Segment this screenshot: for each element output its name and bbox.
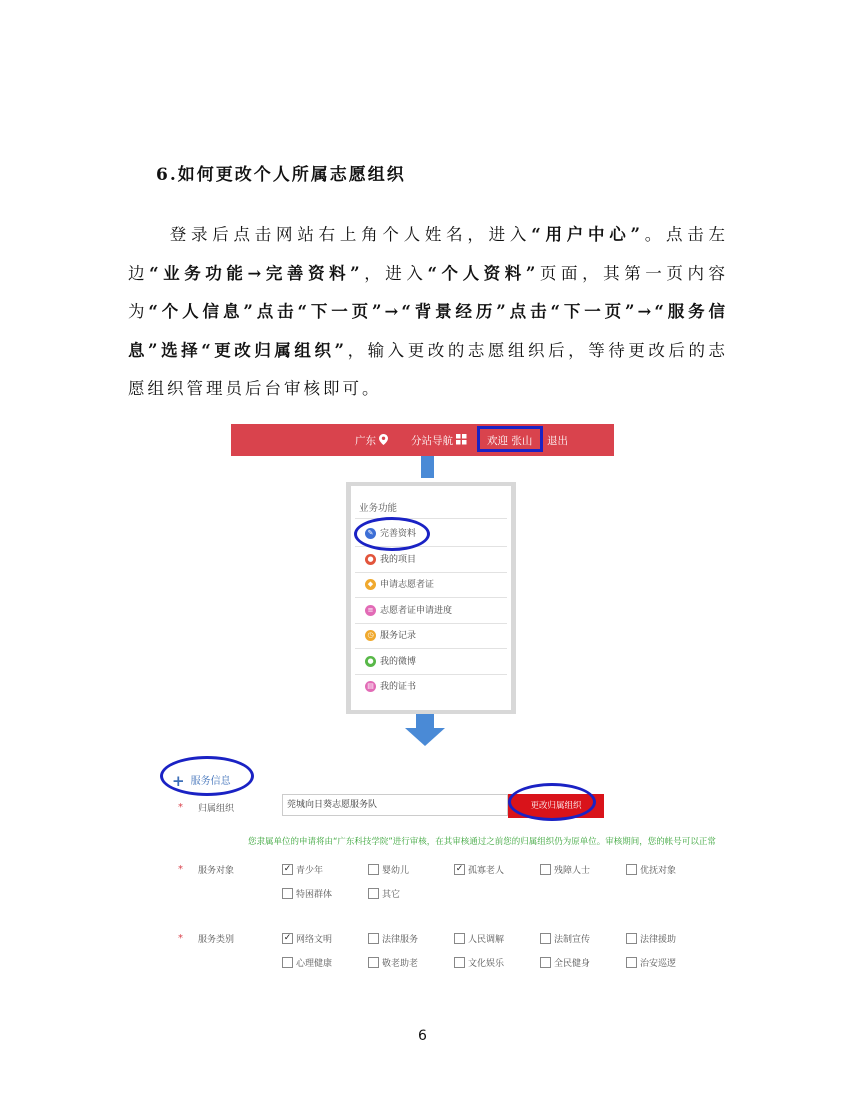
menu-item[interactable] <box>365 654 416 670</box>
checkbox-label: 其它 <box>382 890 401 900</box>
shield-icon: ◆ <box>365 579 376 590</box>
checkbox-option[interactable] <box>626 932 676 945</box>
arrow-down-icon <box>416 714 434 728</box>
para-text: ，进入 <box>362 263 428 283</box>
page-number: 6 <box>418 1028 427 1044</box>
checkbox-empty-icon[interactable] <box>540 933 551 944</box>
divider <box>355 674 507 675</box>
checkbox-option[interactable] <box>454 863 504 876</box>
org-label: 归属组织 <box>198 804 235 814</box>
checkbox-option[interactable] <box>368 932 418 945</box>
checkbox-checked-icon[interactable]: ✓ <box>455 864 464 874</box>
checkbox-empty-icon[interactable] <box>454 933 465 944</box>
checkbox-label: 残障人士 <box>554 866 591 876</box>
checkbox-label: 网络文明 <box>296 935 333 945</box>
checkbox-option[interactable] <box>454 956 504 969</box>
arrow-down-icon <box>421 456 434 478</box>
checkbox-label: 治安巡逻 <box>640 959 677 969</box>
change-org-button[interactable]: 更改归属组织 <box>508 794 604 818</box>
checkbox-empty-icon[interactable] <box>454 957 465 968</box>
checkbox-option[interactable] <box>282 956 332 969</box>
divider <box>355 623 507 624</box>
required-mark: * <box>178 802 183 813</box>
menu-item[interactable] <box>365 679 416 695</box>
para-text: 。点击左边 <box>128 225 729 283</box>
para-text: 登录后点击网站右上角个人姓名，进入 <box>168 225 532 244</box>
checkbox-option[interactable] <box>282 887 332 900</box>
highlight-oval <box>354 517 430 551</box>
menu-item[interactable] <box>365 603 452 619</box>
checkbox-option[interactable] <box>454 932 504 945</box>
checkbox-label: 青少年 <box>296 866 324 876</box>
checkbox-checked-icon[interactable]: ✓ <box>283 933 292 943</box>
checkbox-option[interactable] <box>282 932 332 945</box>
checkbox-empty-icon[interactable] <box>626 957 637 968</box>
checkbox-option[interactable] <box>540 932 590 945</box>
location-pin-icon <box>379 434 388 445</box>
menu-item-label: 服务记录 <box>380 631 417 641</box>
checkbox-label: 文化娱乐 <box>468 959 505 969</box>
highlight-oval <box>508 783 596 821</box>
business-menu-panel <box>346 482 516 714</box>
menu-item[interactable] <box>365 577 434 593</box>
para-text: 页面，其第一页内容为 <box>128 263 729 321</box>
checkbox-label: 人民调解 <box>468 935 505 945</box>
para-bold: “个人资料” <box>427 263 539 283</box>
clock-icon: ◷ <box>365 630 376 641</box>
list-icon: ≡ <box>365 605 376 616</box>
service-info-form <box>150 760 740 990</box>
menu-item-label: 申请志愿者证 <box>380 580 435 590</box>
logout-link[interactable]: 退出 <box>547 435 568 447</box>
checkbox-option[interactable] <box>626 956 676 969</box>
region-label: 广东 <box>355 435 376 447</box>
site-top-bar <box>231 424 614 456</box>
checkbox-empty-icon[interactable] <box>282 957 293 968</box>
certificate-icon: ▤ <box>365 681 376 692</box>
highlight-oval <box>160 756 254 796</box>
checkbox-label: 全民健身 <box>554 959 591 969</box>
divider <box>355 572 507 573</box>
checkbox-empty-icon[interactable] <box>368 864 379 875</box>
section-title-label: 服务信息 <box>190 776 231 787</box>
checkbox-empty-icon[interactable] <box>540 864 551 875</box>
service-type-label: 服务类别 <box>198 935 235 945</box>
chat-icon: ● <box>365 656 376 667</box>
checkbox-option[interactable] <box>368 956 418 969</box>
checkbox-empty-icon[interactable] <box>626 933 637 944</box>
checkbox-option[interactable] <box>626 863 676 876</box>
notice-text: 您隶属单位的申请将由“广东科技学院”进行审核，在其审核通过之前您的归属组织仍为原单位。审核期间，您的帐号可以正常 <box>248 837 716 847</box>
checkbox-empty-icon[interactable] <box>626 864 637 875</box>
menu-item-label: 志愿者证申请进度 <box>380 605 453 616</box>
checkbox-empty-icon[interactable] <box>368 933 379 944</box>
checkbox-label: 法律援助 <box>640 935 677 945</box>
pencil-icon: ✎ <box>365 528 376 539</box>
para-bold: “个人信息”点击“下一页”→“背景经历”点击“下一页”→“服务信息”选择“更改归属组织” <box>128 302 728 360</box>
highlight-box <box>477 426 543 452</box>
checkbox-label: 婴幼儿 <box>382 866 410 876</box>
menu-item[interactable] <box>365 552 416 568</box>
required-mark: * <box>178 933 183 944</box>
checkbox-option[interactable] <box>540 863 590 876</box>
checkbox-checked-icon[interactable]: ✓ <box>283 864 292 874</box>
menu-title: 业务功能 <box>359 503 398 514</box>
checkbox-option[interactable] <box>540 956 590 969</box>
checkbox-label: 敬老助老 <box>382 959 419 969</box>
menu-item-label: 我的微博 <box>380 656 417 667</box>
checkbox-empty-icon[interactable] <box>540 957 551 968</box>
checkbox-option[interactable] <box>282 863 323 876</box>
para-bold: “业务功能→完善资料” <box>149 263 363 283</box>
para-text: ，输入更改的志愿组织后，等待更改后的志愿组织管理员后台审核即可。 <box>128 340 728 398</box>
substation-nav-label: 分站导航 <box>411 435 453 447</box>
section-heading: 6.如何更改个人所属志愿组织 <box>156 165 406 185</box>
grid-icon <box>456 434 467 445</box>
instruction-paragraph <box>128 216 728 409</box>
checkbox-empty-icon[interactable] <box>368 888 379 899</box>
checkbox-label: 优抚对象 <box>640 866 677 876</box>
para-bold: “用户中心” <box>531 225 643 244</box>
arrow-head-icon <box>405 728 445 746</box>
checkbox-label: 心理健康 <box>296 959 333 969</box>
substation-nav-link[interactable] <box>411 433 467 448</box>
region-selector[interactable] <box>355 433 388 448</box>
required-mark: * <box>178 864 183 875</box>
user-icon: ● <box>365 554 376 565</box>
checkbox-label: 法律服务 <box>382 935 419 945</box>
checkbox-option[interactable] <box>368 887 400 900</box>
menu-item-label: 我的证书 <box>380 682 417 692</box>
welcome-user-link[interactable]: 欢迎 张山 <box>487 435 533 447</box>
menu-item[interactable] <box>365 628 416 644</box>
checkbox-label: 孤寡老人 <box>468 866 505 876</box>
org-input[interactable]: 莞城向日葵志愿服务队 <box>282 794 508 816</box>
checkbox-empty-icon[interactable] <box>282 888 293 899</box>
plus-icon: + <box>172 772 185 790</box>
checkbox-label: 特困群体 <box>296 890 333 900</box>
divider <box>355 648 507 649</box>
checkbox-option[interactable] <box>368 863 409 876</box>
menu-item-label: 我的项目 <box>380 554 417 565</box>
divider <box>355 597 507 598</box>
checkbox-label: 法制宣传 <box>554 935 591 945</box>
checkbox-empty-icon[interactable] <box>368 957 379 968</box>
menu-item-label: 完善资料 <box>380 529 417 539</box>
service-target-label: 服务对象 <box>198 866 235 876</box>
